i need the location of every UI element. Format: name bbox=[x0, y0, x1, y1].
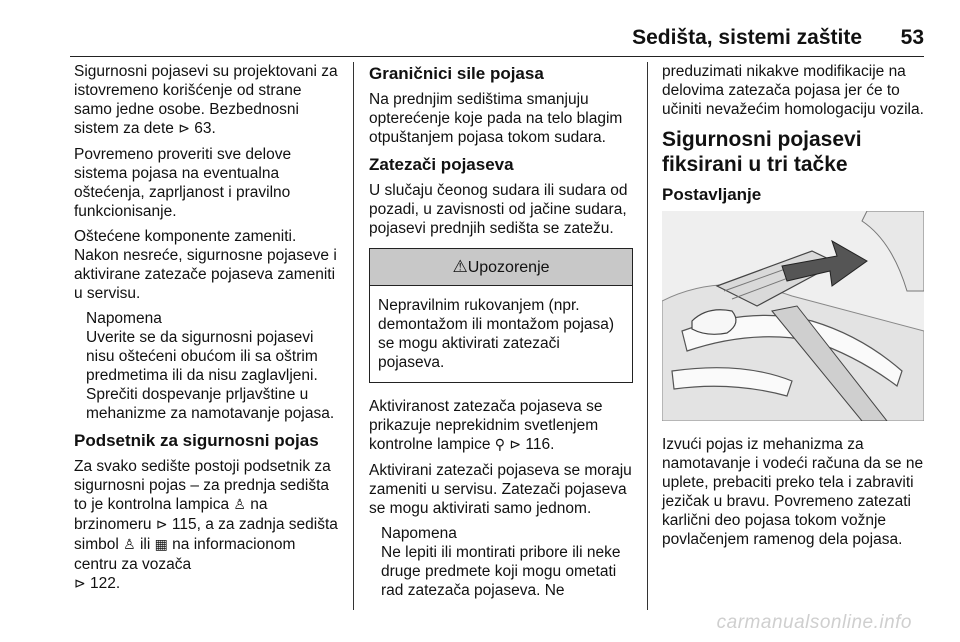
paragraph: Aktivirani zatezači pojaseva se moraju zameniti u servisu. Zatezači pojaseva se mogu aktivirati samo jednom. bbox=[369, 462, 632, 517]
seatbelt-drawing bbox=[662, 211, 924, 421]
section-heading: Zatezači pojaseva bbox=[369, 155, 514, 174]
seatbelt-icon: ♙ bbox=[123, 537, 136, 553]
page-reference: 116. bbox=[525, 436, 555, 453]
note-text: Uverite se da sigurnosni pojasevi nisu oštećeni obućom ili sa oštrim predmetima ili da nisu zaglavljeni. Sprečiti dospevanje prljavštine u mehanizme za namotavanje pojasa. bbox=[86, 329, 335, 422]
seatbelt-icon: ♙ bbox=[233, 497, 246, 513]
text: Sigurnosni pojasevi su projektovani za istovremeno korišćenje od strane samo jedne osobe. Bezbednosni sistem za dete bbox=[74, 63, 338, 137]
note-text: Ne lepiti ili montirati pribore ili neke druge predmete koji mogu ometati rad zatezača pojaseva. Ne bbox=[381, 544, 621, 599]
column-3 bbox=[662, 62, 927, 555]
note bbox=[381, 524, 633, 600]
seatbelt-illustration bbox=[662, 211, 924, 421]
watermark: carmanualsonline.info bbox=[716, 612, 912, 633]
text: na brzinomeru bbox=[74, 496, 268, 533]
column-1 bbox=[74, 62, 340, 600]
airbag-icon: ⚲ bbox=[494, 437, 506, 453]
reference-arrow-icon: ⊳ bbox=[509, 437, 522, 453]
page-reference: 63. bbox=[194, 120, 216, 137]
reference-arrow-icon: ⊳ bbox=[155, 517, 168, 533]
note-title: Napomena bbox=[381, 525, 457, 542]
paragraph: Oštećene komponente zameniti. Nakon nesreće, sigurnosne pojaseve i aktivirane zatezače pojaseva zameniti u servisu. bbox=[74, 228, 337, 302]
text: 115, a za zadnja sedišta simbol bbox=[74, 516, 338, 553]
paragraph: Povremeno proveriti sve delove sistema pojasa na eventualna oštećenja, zaprljanost i pravilno funkcionisanje. bbox=[74, 146, 292, 220]
reference-arrow-icon: ⊳ bbox=[74, 576, 86, 592]
paragraph: Izvući pojas iz mehanizma za namotavanje i vodeći računa da se ne uplete, prebaciti preko tela i zabraviti jezičak u bravu. Povremeno zatezati karlični deo pojasa tokom vožnje povlačenjem ramenog dela pojasa. bbox=[662, 436, 924, 548]
rear-seat-icon: ▦ bbox=[154, 537, 168, 553]
paragraph bbox=[74, 457, 340, 594]
page-reference: 122. bbox=[90, 575, 121, 592]
text: Aktiviranost zatezača pojaseva se prikazuje neprekidnim svetlenjem kontrolne lampice bbox=[369, 398, 603, 453]
section-heading: Graničnici sile pojasa bbox=[369, 64, 544, 83]
warning-header bbox=[370, 249, 632, 286]
paragraph: U slučaju čeonog sudara ili sudara od pozadi, u zavisnosti od jačine sudara, pojasevi prednjih sedišta se zatežu. bbox=[369, 182, 628, 237]
warning-title: Upozorenje bbox=[467, 258, 550, 276]
paragraph bbox=[369, 397, 633, 455]
paragraph: Na prednjim sedištima smanjuju opterećenje koje pada na telo blagim otpuštanjem pojasa tokom sudara. bbox=[369, 91, 623, 146]
paragraph: preduzimati nikakve modifikacije na delovima zatezača pojasa jer će to učiniti nevažećim homologaciju vozila. bbox=[662, 63, 924, 118]
text: Za svako sedište postoji podsetnik za sigurnosni pojas – za prednja sedišta to je kontrolna lampica bbox=[74, 458, 331, 513]
text: ili bbox=[135, 536, 155, 553]
column-divider bbox=[353, 62, 354, 610]
column-2 bbox=[369, 62, 633, 606]
header-title: Sedišta, sistemi zaštite bbox=[632, 26, 862, 49]
page-header bbox=[70, 26, 924, 57]
warning-box bbox=[369, 248, 633, 383]
text: na informacionom centru za vozača bbox=[74, 536, 296, 573]
section-heading: Podsetnik za sigurnosni pojas bbox=[74, 431, 319, 450]
note-title: Napomena bbox=[86, 310, 162, 327]
reference-arrow-icon: ⊳ bbox=[178, 121, 190, 137]
column-divider bbox=[647, 62, 648, 610]
section-heading: Postavljanje bbox=[662, 185, 762, 204]
note bbox=[86, 309, 340, 423]
warning-icon: ⚠ bbox=[452, 256, 468, 277]
warning-text: Nepravilnim rukovanjem (npr. demontažom ili montažom pojasa) se mogu aktivirati zatezači pojaseva. bbox=[378, 297, 615, 371]
paragraph bbox=[74, 62, 340, 139]
chapter-heading: Sigurnosni pojasevi fiksirani u tri tačke bbox=[662, 128, 862, 176]
page-number: 53 bbox=[900, 26, 924, 49]
